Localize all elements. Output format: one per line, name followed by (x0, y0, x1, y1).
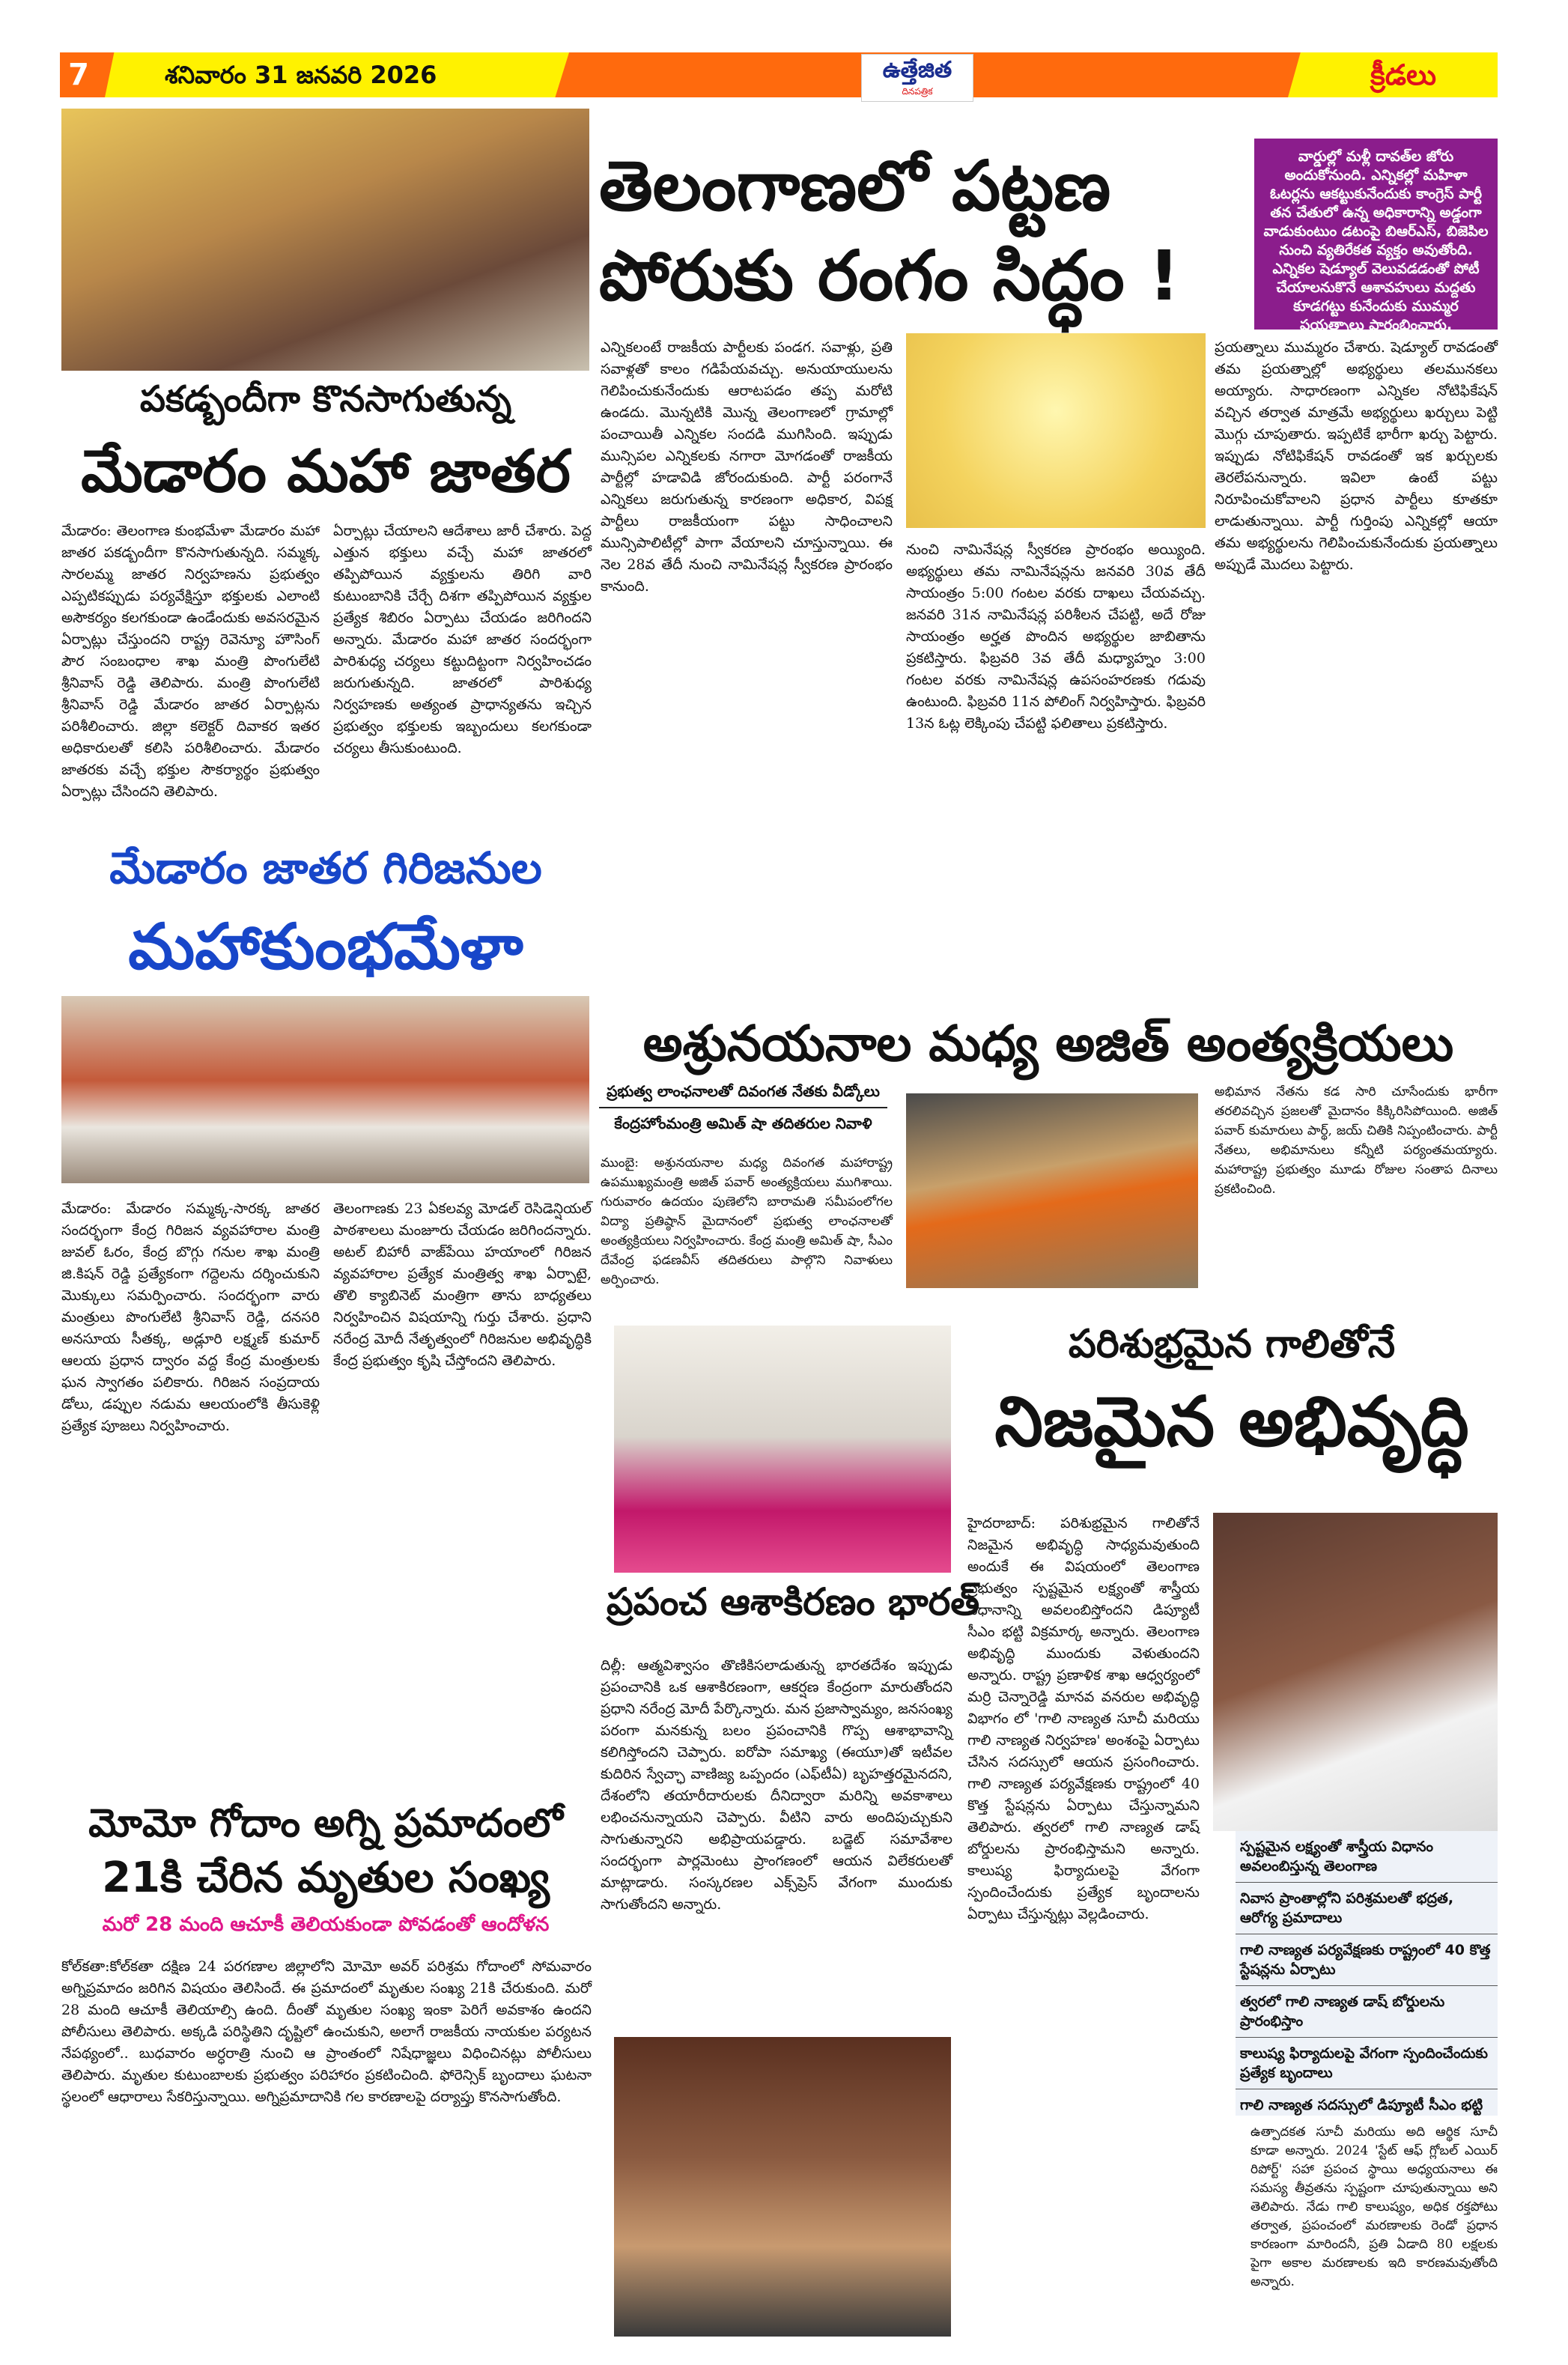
medaram-body-col1: మేడారం: తెలంగాణ కుంభమేళా మేడారం మహా జాతర పకడ్బందీగా కొనసాగుతున్నది. సమ్మక్క సారలమ్మ జాతర నిర్వహణను ప్రభుత్వం ఎప్పటికప్పుడు పర్యవేక్షిస్తూ భక్తులకు ఎలాంటి అసౌకర్యం కలగకుండా ఉండేందుకు అవసరమైన ఏర్పాట్లు చేస్తుందని రాష్ట్ర రెవెన్యూ హౌసింగ్ పౌర సంబంధాల శాఖ మంత్రి పొంగులేటి శ్రీనివాస్ రెడ్డి తెలిపారు. మంత్రి పొంగులేటి శ్రీనివాస్ రెడ్డి మేడారం జాతర ఏర్పాట్లను పరిశీలించారు. జిల్లా కలెక్టర్ దివాకర ఇతర అధికారులతో కలిసి పరిశీలించారు. మేడారం జాతరకు వచ్చే భక్తుల సౌకర్యార్థం ప్రభుత్వం ఏర్పాట్లు చేసిందని తెలిపారు. (61, 523, 320, 800)
modi-body: దిల్లీ: ఆత్మవిశ్వాసం తొణికిసలాడుతున్న భారతదేశం ఇప్పుడు ప్రపంచానికి ఒక ఆశాకిరణంగా, ఆకర్షణ కేంద్రంగా మారుతోందని ప్రధాని నరేంద్ర మోదీ పేర్కొన్నారు. మన ప్రజాస్వామ్యం, జనసంఖ్య పరంగా మనకున్న బలం ప్రపంచానికి గొప్ప ఆశాభావాన్ని కలిగిస్తోందని చెప్పారు. ఐరోపా సమాఖ్య (ఈయూ)తో ఇటీవల కుదిరిన స్వేచ్ఛా వాణిజ్య ఒప్పందం (ఎఫ్‌టీఏ) బృహత్తరమైనదని, దేశంలోని తయారీదారులకు దీనిద్వారా మరిన్ని అవకాశాలు లభించనున్నాయని చెప్పారు. వీటిని వారు అందిపుచ్చుకుని సాగుతున్నారని అభిప్రాయపడ్డారు. బడ్జెట్ సమావేశాల సందర్భంగా పార్లమెంటు ప్రాంగణంలో ఆయన విలేకరులతో మాట్లాడారు. సంస్కరణల ఎక్స్‌ప్రెస్ వేగంగా ముందుకు సాగుతోందని అన్నారు. (601, 1657, 952, 1913)
bhatti-photo (1213, 1513, 1498, 1831)
newspaper-logo (861, 54, 973, 102)
modi-headline: ప్రపంచ ఆశాకిరణం భారత్ (607, 1580, 980, 1624)
air-body-col1: హైదరాబాద్: పరిశుభ్రమైన గాలితోనే నిజమైన అభివృద్ధి సాధ్యమవుతుంది అందుకే ఈ విషయంలో తెలంగాణ ప్రభుత్వం స్పష్టమైన లక్ష్యంతో శాస్త్రీయ విధానాన్ని అవలంబిస్తోందని డిప్యూటీ సీఎం భట్టి విక్రమార్క అన్నారు. తెలంగాణ అభివృద్ధి ముందుకు వెళుతుందని అన్నారు. రాష్ట్ర ప్రణాళిక శాఖ ఆధ్వర్యంలో మర్రి చెన్నారెడ్డి మానవ వనరుల అభివృద్ధి విభాగం లో 'గాలి నాణ్యత సూచీ మరియు గాలి నాణ్యత నిర్వహణ' అంశంపై ఏర్పాటు చేసిన సదస్సులో ఆయన ప్రసంగించారు. గాలి నాణ్యత పర్యవేక్షణకు రాష్ట్రంలో 40 కొత్త స్టేషన్లను ఏర్పాటు చేస్తున్నామని తెలిపారు. త్వరలో గాలి నాణ్యత డాష్ బోర్డులను ప్రారంభిస్తామని అన్నారు. కాలుష్య ఫిర్యాదులపై వేగంగా స్పందించేందుకు ప్రత్యేక బృందాలను ఏర్పాటు చేస్తున్నట్లు వెల్లడించారు. (967, 1515, 1200, 1922)
modi-photo (614, 1326, 951, 1573)
medaram-jatara-photo (61, 109, 589, 371)
highlight-item: నివాస ప్రాంతాల్లోని పరిశ్రమలతో భద్రత, ఆరోగ్య ప్రమాదాలు (1236, 1883, 1498, 1934)
medaram-kicker: పకడ్బందీగా కొనసాగుతున్న (139, 378, 512, 420)
election-body-col2: నుంచి నామినేషన్ల స్వీకరణ ప్రారంభం అయ్యింది. అభ్యర్థులు తమ నామినేషన్లను జనవరి 30వ తేదీ సాయంత్రం 5:00 గంటల వరకు దాఖలు చేయవచ్చు. జనవరి 31న నామినేషన్ల పరిశీలన చేపట్టి, అదే రోజు సాయంత్రం అర్హత పొందిన అభ్యర్థుల జాబితాను ప్రకటిస్తారు. ఫిబ్రవరి 3వ తేదీ మధ్యాహ్నం 3:00 గంటల వరకు నామినేషన్ల ఉపసంహరణకు గడువు ఉంటుంది. ఫిబ్రవరి 11న పోలింగ్ నిర్వహిస్తారు. ఫిబ్రవరి 13న ఓట్ల లెక్కింపు చేపట్టి ఫలితాలు ప్రకటిస్తారు. (906, 541, 1206, 732)
ministers-meeting-photo (61, 996, 589, 1183)
ajit-subhead-2: కేంద్రహోంమంత్రి అమిత్ షా తదితరుల నివాళి (614, 1114, 872, 1132)
election-body-col1: ఎన్నికలంటే రాజకీయ పార్టీలకు పండగ. సవాళ్లు, ప్రతి సవాళ్లతో కాలం గడిపేయవచ్చు. అనుయాయులను గెలిపించుకునేందుకు ఆరాటపడం తప్ప మరోటి ఉండదు. మొన్నటికి మొన్న తెలంగాణలో గ్రామాల్లో పంచాయితీ ఎన్నికల సందడి ముగిసింది. ఇప్పుడు మున్సిపల ఎన్నికలకు నగారా మోగడంతో రాజకీయ పార్టీల్లో హడావిడి జోరందుకుంది. పార్టీ పరంగానే ఎన్నికలు జరుగుతున్న కారణంగా అధికార, విపక్ష పార్టీలు రాజకీయంగా పట్టు సాధించాలని మున్సిపాలిటీల్లో పాగా వేయాలని చూస్తున్నాయి. ఈ నెల 28వ తేదీ నుంచి నామినేషన్ల స్వీకరణ ప్రారంభం కానుంది. (601, 339, 893, 595)
fire-headline-2: 21కి చేరిన మృతుల సంఖ్య (102, 1854, 550, 1902)
tribal-body-col1: మేడారం: మేడారం సమ్మక్క-సారక్క జాతర సందర్భంగా కేంద్ర గిరిజన వ్యవహారాల మంత్రి జువల్ ఓరం, కేంద్ర బొగ్గు గనుల శాఖ మంత్రి జి.కిషన్ రెడ్డి ప్రత్యేకంగా గద్దెలను దర్శించుకుని మొక్కులు సమర్పించారు. సందర్భంగా వారు మంత్రులు పొంగులేటి శ్రీనివాస్ రెడ్డి, దనసరి అనసూయ సీతక్క, అడ్లూరి లక్ష్మణ్ కుమార్ ఆలయ ప్రధాన ద్వారం వద్ద కేంద్ర మంత్రులకు ఘన స్వాగతం పలికారు. గిరిజన సంప్రదాయ డోలు, డప్పుల నడుమ ఆలయంలోకి తీసుకెళ్లి ప్రత్యేక పూజలు నిర్వహించారు. (61, 1200, 320, 1434)
air-kicker: పరిశుభ్రమైన గాలితోనే (1068, 1322, 1396, 1367)
ajit-headline: అశ్రునయనాల మధ్య అజిత్ అంత్యక్రియలు (642, 1015, 1454, 1072)
medaram-body-col2: ఏర్పాట్లు చేయాలని ఆదేశాలు జారీ చేశారు. పెద్ద ఎత్తున భక్తులు వచ్చే మహా జాతరలో తప్పిపోయిన వ్యక్తులను తిరిగి వారి కుటుంబానికి చేర్చే దిశగా తప్పిపోయిన వ్యక్తుల ప్రత్యేక శిబిరం ఏర్పాటు చేయడం జరిగిందని అన్నారు. మేడారం మహా జాతర సందర్భంగా పారిశుధ్య చర్యలు కట్టుదిట్టంగా నిర్వహించడం జరుగుతున్నది. జాతరలో పారిశుధ్య నిర్వహణకు అత్యంత ప్రాధాన్యతను ఇచ్చిన ప్రభుత్వం భక్తులకు ఇబ్బందులు కలగకుండా చర్యలు తీసుకుంటుంది. (333, 523, 592, 756)
logo-text: ఉత్తేజిత (882, 57, 952, 83)
fire-subhead: మరో 28 మంది ఆచూకీ తెలియకుండా పోవడంతో ఆందోళన (102, 1913, 550, 1936)
highlight-item: కాలుష్య ఫిర్యాదులపై వేగంగా స్పందించేందుకు ప్రత్యేక బృందాలు (1236, 2038, 1498, 2089)
highlight-item: స్పష్టమైన లక్ష్యంతో శాస్త్రీయ విధానం అవలంబిస్తున్న తెలంగాణ (1236, 1831, 1498, 1883)
fire-headline-1: మోమో గోదాం అగ్ని ప్రమాదంలో (88, 1801, 563, 1846)
election-callout-box: వార్డుల్లో మళ్లీ దావత్‌ల జోరు అందుకోనుంది. ఎన్నికల్లో మహిళా ఓటర్లను ఆకట్టుకునేందుకు కాంగ్రెస్ పార్టీ తన చేతులో ఉన్న అధికారాన్ని అడ్డంగా వాడుకుంటుం డటంపై బిఆర్ఎస్, బిజెపిల నుంచి వ్యతిరేకత వ్యక్తం అవుతోంది. ఎన్నికల షెడ్యూల్ వెలువడడంతో పోటీ చేయాలనుకొనే ఆశావహులు మద్దతు కూడగట్టు కునేందుకు ముమ్మర ప్రయత్నాలు ప్రారంభించారు. (1254, 139, 1498, 330)
logo-tagline: దినపత్రిక (902, 86, 933, 97)
highlight-item: త్వరలో గాలి నాణ్యత డాష్ బోర్డులను ప్రారంభిస్తాం (1236, 1986, 1498, 2038)
section-title: క్రీడలు (1370, 58, 1437, 91)
election-headline-2: పోరుకు రంగం సిద్ధం ! (599, 236, 1180, 316)
tribal-headline: మహాకుంభమేళా (128, 910, 523, 983)
funeral-photo (906, 1093, 1198, 1288)
highlight-item: గాలి నాణ్యత పర్యవేక్షణకు రాష్ట్రంలో 40 కొత్త స్టేషన్లను ఏర్పాటు (1236, 1934, 1498, 1986)
election-illustration (906, 333, 1206, 528)
election-headline-1: తెలంగాణలో పట్టణ (599, 146, 1111, 226)
ajit-body-col2: అభిమాన నేతను కడ సారి చూసేందుకు భారీగా తరలివచ్చిన ప్రజలతో మైదానం కిక్కిరిసిపోయింది. అజిత్ పవార్ కుమారులు పార్థ్, జయ్ చితికి నిప్పంటించారు. పార్టీ నేతలు, అభిమానులు కన్నీటి పర్యంతమయ్యారు. మహారాష్ట్ర ప్రభుత్వం మూడు రోజుల సంతాప దినాలు ప్రకటించింది. (1215, 1084, 1498, 1197)
divider (599, 1107, 887, 1108)
fire-body: కోల్‌కతా:కోల్‌కతా దక్షిణ 24 పరగణాల జిల్లాలోని మోమో అవర్ పరిశ్రమ గోదాంలో సోమవారం అగ్నిప్రమాదం జరిగిన విషయం తెలిసిందే. ఈ ప్రమాదంలో మృతుల సంఖ్య 21కి చేరుకుంది. మరో 28 మంది ఆచూకీ తెలియాల్సి ఉంది. దీంతో మృతుల సంఖ్య ఇంకా పెరిగే అవకాశం ఉందని పోలీసులు తెలిపారు. అక్కడి పరిస్థితిని దృష్టిలో ఉంచుకుని, అలాగే రాజకీయ నాయకుల పర్యటన నేపథ్యంలో.. బుధవారం అర్ధరాత్రి నుంచి ఆ ప్రాంతంలో నిషేధాజ్ఞలు విధించినట్లు పోలీసులు తెలిపారు. మృతుల కుటుంబాలకు ప్రభుత్వం పరిహారం ప్రకటించింది. ఫోరెన్సిక్ బృందాలు ఘటనా స్థలంలో ఆధారాలు సేకరిస్తున్నాయి. అగ్నిప్రమాదానికి గల కారణాలపై దర్యాప్తు కొనసాగుతోంది. (61, 1958, 592, 2105)
tribal-body-col2: తెలంగాణకు 23 ఏకలవ్య మోడల్ రెసిడెన్షియల్ పాఠశాలలు మంజూరు చేయడం జరిగిందన్నారు. అటల్ బిహారీ వాజ్‌పేయి హయాంలో గిరిజన వ్యవహారాల ప్రత్యేక మంత్రిత్వ శాఖ ఏర్పాటై, తొలి క్యాబినెట్ మంత్రిగా తాను బాధ్యతలు నిర్వహించిన విషయాన్ని గుర్తు చేశారు. ప్రధాని నరేంద్ర మోదీ నేతృత్వంలో గిరిజనుల అభివృద్ధికి కేంద్ర ప్రభుత్వం కృషి చేస్తోందని తెలిపారు. (333, 1200, 592, 1369)
ajit-subhead-1: ప్రభుత్వ లాంఛనాలతో దివంగత నేతకు వీడ్కోలు (607, 1082, 880, 1100)
page-number: 7 (68, 58, 89, 92)
air-body-col2: ఉత్పాదకత సూచీ మరియు అది ఆర్థిక సూచీ కూడా అన్నారు. 2024 'స్టేట్ ఆఫ్ గ్లోబల్ ఎయిర్ రిపోర్ట్' సహా ప్రపంచ స్థాయి అధ్యయనాలు ఈ సమస్య తీవ్రతను స్పష్టంగా చూపుతున్నాయి అని తెలిపారు. నేడు గాలి కాలుష్యం, అధిక రక్తపోటు తర్వాత, ప్రపంచంలో మరణాలకు రెండో ప్రధాన కారణంగా మారిందనీ, ప్రతి ఏడాది 80 లక్షలకు పైగా అకాల మరణాలకు ఇది కారణమవుతోంది అన్నారు. (1251, 2125, 1498, 2289)
election-body-col3: ప్రయత్నాలు ముమ్మరం చేశారు. షెడ్యూల్ రావడంతో తమ ప్రయత్నాల్లో అభ్యర్థులు తలమునకలు అయ్యారు. సాధారణంగా ఎన్నికల నోటిఫికేషన్ వచ్చిన తర్వాత మాత్రమే అభ్యర్థులు ఖర్చులు పెట్టి మొగ్గు చూపుతారు. ఇప్పటికే భారీగా ఖర్చు పెట్టారు. ఇప్పుడు నోటిఫికేషన్ రావడంతో ఇక ఖర్చులకు తెరలేపనున్నారు. ఇవిలా ఉంటే పట్టు నిరూపించుకోవాలని ప్రధాన పార్టీలు కూతకూ లాడుతున్నాయి. పార్టీ గుర్తింపు ఎన్నికల్లో ఆయా తమ అభ్యర్థులను గెలిపించుకునేందుకు ప్రయత్నాలు అప్పుడే మొదలు పెట్టారు. (1215, 339, 1498, 573)
medaram-headline: మేడారం మహా జాతర (81, 438, 571, 506)
air-highlights-box (1236, 1831, 1498, 2116)
tribal-kicker: మేడారం జాతర గిరిజనుల (109, 843, 542, 893)
parliament-photo (614, 2037, 951, 2337)
air-headline: నిజమైన అభివృద్ధి (994, 1382, 1469, 1462)
ajit-body-col1: ముంబై: అశ్రునయనాల మధ్య దివంగత మహారాష్ట్ర ఉపముఖ్యమంత్రి అజిత్ పవార్ అంత్యక్రియలు ముగిశాయి. గురువారం ఉదయం పుణెలోని బారామతి సమీపంలోగల విద్యా ప్రతిష్ఠాన్ మైదానంలో ప్రభుత్వ లాంఛనాలతో అంత్యక్రియలు నిర్వహించారు. కేంద్ర మంత్రి అమిత్ షా, సీఎం దేవేంద్ర ఫడణవీస్ తదితరులు పాల్గొని నివాళులు అర్పించారు. (601, 1156, 893, 1287)
issue-date: శనివారం 31 జనవరి 2026 (165, 61, 437, 89)
highlight-item: గాలి నాణ్యత సదస్సులో డిప్యూటీ సీఎం భట్టి (1240, 2097, 1483, 2113)
